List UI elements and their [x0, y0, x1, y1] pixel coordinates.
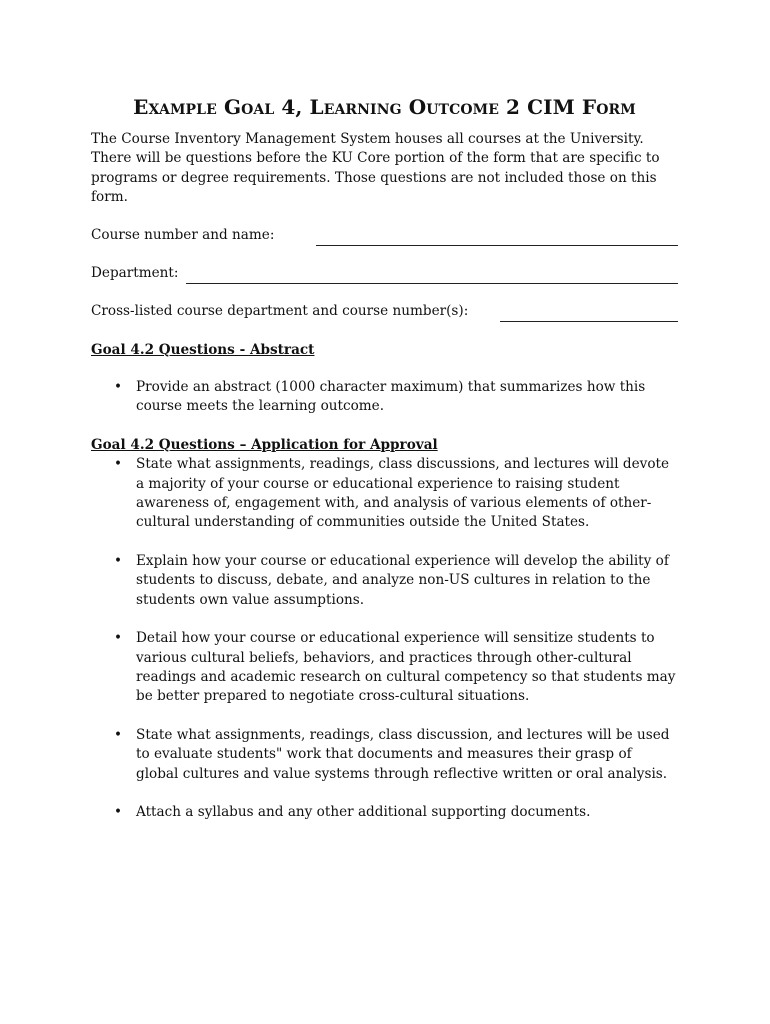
department-field-row — [91, 265, 678, 284]
approval-section-heading: Goal 4.2 Questions – Application for Approval — [91, 436, 438, 453]
bullet-icon: • — [114, 726, 123, 743]
bullet-icon: • — [114, 456, 123, 473]
department-field-line[interactable] — [186, 269, 678, 284]
list-item-text: State what assignments, readings, class discussions, and lectures will devote a majority of your course or educational experience to raising student awareness of, engagement with, and analysis of various elements of other-cultural understanding of communities outside the United States. — [136, 456, 670, 531]
crosslisted-field-row — [91, 303, 678, 322]
bullet-icon: • — [114, 803, 123, 820]
crosslisted-field-label: Cross-listed course department and course number(s): — [91, 303, 469, 320]
list-item-text: Attach a syllabus and any other additional supporting documents. — [136, 803, 591, 820]
list-item — [114, 629, 678, 707]
list-item-text: Explain how your course or educational experience will develop the ability of students to discuss, debate, and analyze non-US cultures in relation to the students own value assumptions. — [136, 552, 669, 608]
list-item — [114, 726, 678, 784]
bullet-icon: • — [114, 630, 123, 647]
approval-bullet-list — [91, 455, 678, 822]
intro-paragraph: The Course Inventory Management System houses all courses at the University. There will be questions before the KU Core portion of the form that are specific to programs or degree requirements. Those questions are not included those on this form. — [91, 131, 660, 206]
list-item — [114, 455, 678, 533]
list-item — [114, 552, 678, 610]
abstract-section-heading: Goal 4.2 Questions - Abstract — [91, 341, 315, 358]
document-title: Example Goal 4, Learning Outcome 2 CIM Form — [133, 95, 636, 119]
list-item-text: Provide an abstract (1000 character maximum) that summarizes how this course meets the learning outcome. — [136, 379, 646, 415]
crosslisted-field-line[interactable] — [500, 307, 678, 322]
bullet-icon: • — [114, 379, 123, 396]
department-field-label: Department: — [91, 265, 179, 282]
course-field-row — [91, 227, 678, 246]
bullet-icon: • — [114, 552, 123, 569]
abstract-bullet-list — [91, 378, 678, 417]
list-item — [114, 803, 678, 822]
course-field-label: Course number and name: — [91, 227, 275, 244]
course-field-line[interactable] — [316, 231, 678, 246]
list-item-text: State what assignments, readings, class discussion, and lectures will be used to evaluate students" work that documents and measures their grasp of global cultures and value systems through reflective written or oral analysis. — [136, 726, 670, 782]
list-item-text: Detail how your course or educational experience will sensitize students to various cultural beliefs, behaviors, and practices through other-cultural readings and academic research on cultural competency so that students may be better prepared to negotiate cross-cultural situations. — [136, 630, 676, 705]
list-item — [114, 378, 678, 417]
